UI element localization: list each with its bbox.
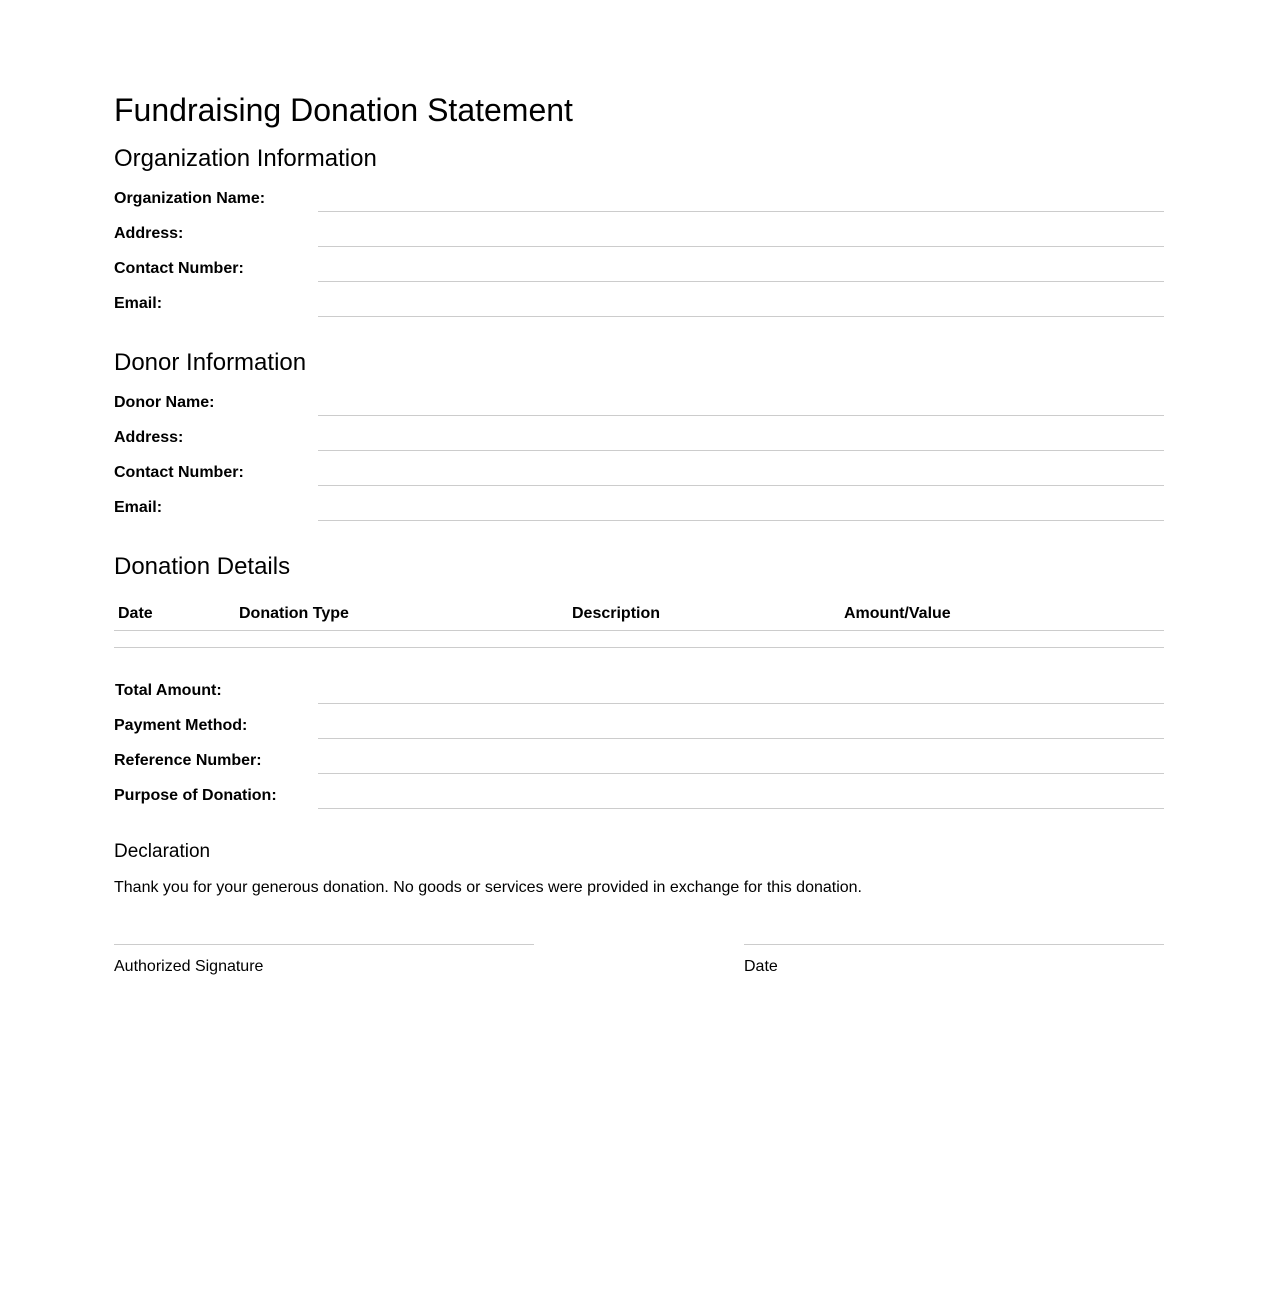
field-line[interactable] [318,211,1164,212]
field-line[interactable] [318,703,1164,704]
signature-label: Authorized Signature [114,958,264,975]
field-label: Organization Name: [114,190,266,207]
field-line[interactable] [318,808,1164,809]
organization-address-field[interactable] [114,224,1164,259]
purpose-field[interactable] [114,786,1164,821]
field-label: Donor Name: [114,394,215,411]
table-header-divider [114,630,1164,631]
date-label: Date [744,958,778,975]
organization-name-field[interactable] [114,189,1164,224]
field-label: Email: [114,499,163,516]
field-line[interactable] [318,450,1164,451]
declaration-text: Thank you for your generous donation. No goods or services were provided in exchange for this donation. [114,879,862,896]
donor-name-field[interactable] [114,393,1164,428]
field-line[interactable] [318,281,1164,282]
date-line[interactable] [744,944,1164,945]
table-bottom-divider [114,647,1164,648]
organization-contact-field[interactable] [114,259,1164,294]
field-label: Payment Method: [114,717,248,734]
total-amount-field[interactable] [114,681,1164,716]
field-label: Contact Number: [114,260,244,277]
donor-contact-field[interactable] [114,463,1164,498]
field-label: Total Amount: [115,682,222,699]
organization-email-field[interactable] [114,294,1164,329]
column-header-donation-type: Donation Type [239,605,349,622]
field-label: Email: [114,295,163,312]
donor-heading: Donor Information [114,349,307,376]
authorized-signature-block[interactable] [114,944,534,977]
donor-address-field[interactable] [114,428,1164,463]
field-line[interactable] [318,520,1164,521]
page-title: Fundraising Donation Statement [114,92,573,128]
field-label: Reference Number: [114,752,262,769]
field-line[interactable] [318,316,1164,317]
column-header-amount: Amount/Value [844,605,951,622]
field-label: Contact Number: [114,464,244,481]
reference-number-field[interactable] [114,751,1164,786]
field-label: Address: [114,429,184,446]
signature-line[interactable] [114,944,534,945]
field-line[interactable] [318,738,1164,739]
column-header-date: Date [118,605,153,622]
field-line[interactable] [318,415,1164,416]
donation-heading: Donation Details [114,553,291,580]
field-line[interactable] [318,773,1164,774]
field-line[interactable] [318,246,1164,247]
field-line[interactable] [318,485,1164,486]
date-signature-block[interactable] [744,944,1164,977]
field-label: Address: [114,225,184,242]
column-header-description: Description [572,605,661,622]
organization-heading: Organization Information [114,145,377,172]
declaration-heading: Declaration [114,841,211,862]
donor-email-field[interactable] [114,498,1164,533]
field-label: Purpose of Donation: [114,787,277,804]
payment-method-field[interactable] [114,716,1164,751]
